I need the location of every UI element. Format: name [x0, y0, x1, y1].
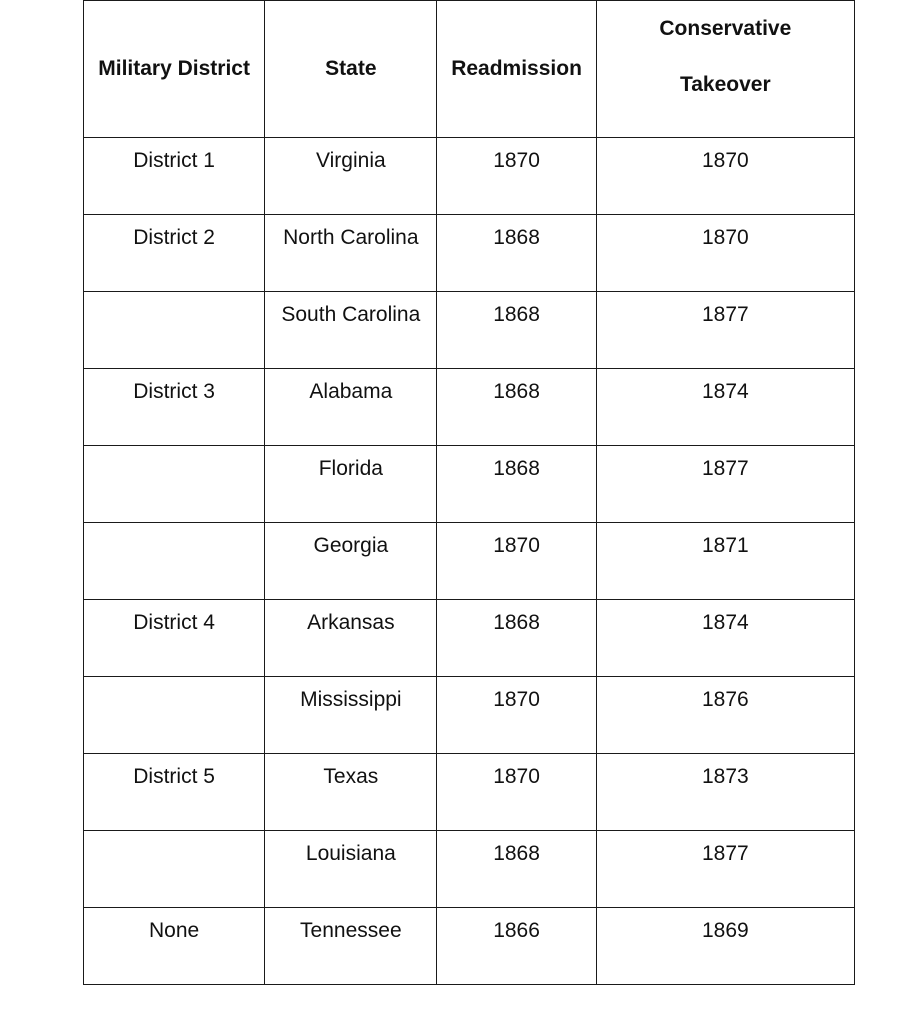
table-row [84, 523, 855, 600]
cell-state: Mississippi [265, 677, 437, 754]
table-row [84, 600, 855, 677]
cell-takeover: 1871 [596, 523, 854, 600]
cell-state: Texas [265, 754, 437, 831]
cell-readmission: 1868 [437, 215, 596, 292]
cell-takeover: 1870 [596, 138, 854, 215]
cell-readmission: 1866 [437, 908, 596, 985]
table-row [84, 138, 855, 215]
cell-takeover: 1877 [596, 292, 854, 369]
header-military-district: Military District [84, 1, 265, 138]
cell-state: Louisiana [265, 831, 437, 908]
cell-district [84, 677, 265, 754]
cell-district: District 4 [84, 600, 265, 677]
table-row [84, 292, 855, 369]
cell-district [84, 831, 265, 908]
cell-state: North Carolina [265, 215, 437, 292]
cell-district: District 3 [84, 369, 265, 446]
header-conservative-takeover [596, 1, 854, 138]
table-row [84, 831, 855, 908]
cell-takeover: 1877 [596, 446, 854, 523]
table-row [84, 446, 855, 523]
cell-district: None [84, 908, 265, 985]
table-row [84, 215, 855, 292]
table-row [84, 908, 855, 985]
table-row [84, 754, 855, 831]
cell-state: Tennessee [265, 908, 437, 985]
header-state: State [265, 1, 437, 138]
cell-takeover: 1869 [596, 908, 854, 985]
header-conservative-takeover-line2: Takeover [679, 72, 771, 96]
cell-readmission: 1870 [437, 677, 596, 754]
cell-readmission: 1868 [437, 831, 596, 908]
cell-district: District 1 [84, 138, 265, 215]
cell-readmission: 1868 [437, 446, 596, 523]
cell-district [84, 523, 265, 600]
cell-state: Georgia [265, 523, 437, 600]
cell-readmission: 1868 [437, 292, 596, 369]
cell-district [84, 292, 265, 369]
table-header-row [84, 1, 855, 138]
cell-takeover: 1874 [596, 369, 854, 446]
cell-district [84, 446, 265, 523]
cell-state: Virginia [265, 138, 437, 215]
cell-takeover: 1877 [596, 831, 854, 908]
header-readmission: Readmission [437, 1, 596, 138]
cell-district: District 5 [84, 754, 265, 831]
cell-takeover: 1874 [596, 600, 854, 677]
cell-readmission: 1868 [437, 369, 596, 446]
cell-state: South Carolina [265, 292, 437, 369]
table-row [84, 369, 855, 446]
cell-takeover: 1873 [596, 754, 854, 831]
cell-state: Florida [265, 446, 437, 523]
table-row [84, 677, 855, 754]
cell-takeover: 1876 [596, 677, 854, 754]
cell-takeover: 1870 [596, 215, 854, 292]
cell-state: Alabama [265, 369, 437, 446]
header-conservative-takeover-line1: Conservative [659, 16, 792, 40]
cell-readmission: 1870 [437, 754, 596, 831]
cell-district: District 2 [84, 215, 265, 292]
reconstruction-table [83, 0, 855, 985]
cell-readmission: 1870 [437, 523, 596, 600]
cell-readmission: 1870 [437, 138, 596, 215]
cell-readmission: 1868 [437, 600, 596, 677]
cell-state: Arkansas [265, 600, 437, 677]
